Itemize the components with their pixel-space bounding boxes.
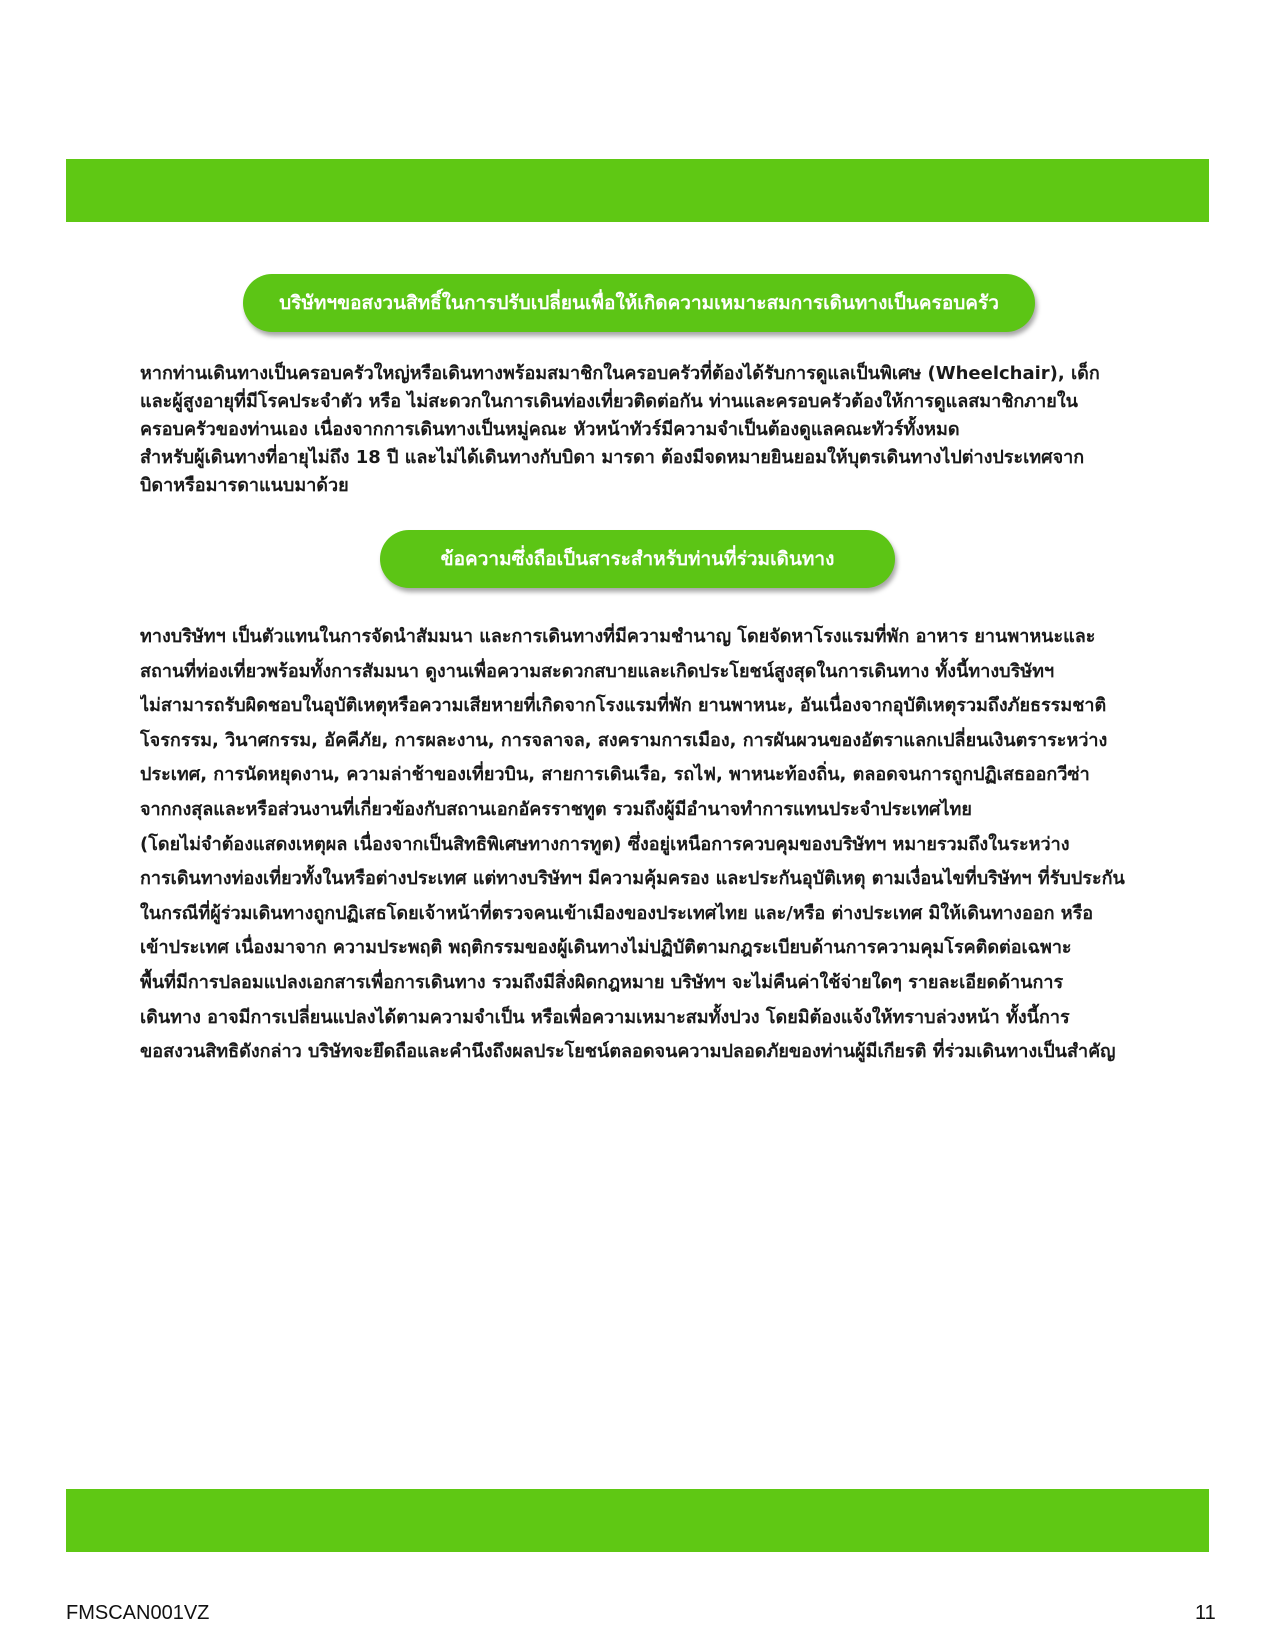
paragraph-line: สำหรับผู้เดินทางที่อายุไม่ถึง 18 ปี และไม่ได้เดินทางกับบิดา มารดา ต้องมีจดหมายยินยอมให้บุตรเดินทางไปต่างประเทศจาก [140, 447, 1085, 468]
paragraph-line: โจรกรรม, วินาศกรรม, อัคคีภัย, การผละงาน, การจลาจล, สงครามการเมือง, การผันผวนของอัตราแลกเปลี่ยนเงินตราระหว่าง [140, 729, 1108, 751]
paragraph-line: ในกรณีที่ผู้ร่วมเดินทางถูกปฏิเสธโดยเจ้าหน้าที่ตรวจคนเข้าเมืองของประเทศไทย และ/หรือ ต่างประเทศ มิให้เดินทางออก หรือ [140, 902, 1094, 924]
paragraph-line: ทางบริษัทฯ เป็นตัวแทนในการจัดนำสัมมนา และการเดินทางที่มีความชำนาญ โดยจัดหาโรงแรมที่พัก อาหาร ยานพาหนะและ [140, 626, 1096, 647]
paragraph-line: หากท่านเดินทางเป็นครอบครัวใหญ่หรือเดินทางพร้อมสมาชิกในครอบครัวที่ต้องได้รับการดูแลเป็นพิเศษ (Wheelchair), เด็ก [140, 363, 1100, 384]
paragraph-line: การเดินทางท่องเที่ยวทั้งในหรือต่างประเทศ แต่ทางบริษัทฯ มีความคุ้มครอง และประกันอุบัติเหตุ ตามเงื่อนไขที่บริษัทฯ ที่รับประกัน [140, 868, 1125, 890]
document-code: FMSCAN001VZ [66, 1602, 210, 1624]
paragraph-line: และผู้สูงอายุที่มีโรคประจำตัว หรือ ไม่สะดวกในการเดินท่องเที่ยวติดต่อกัน ท่านและครอบครัวต้องให้การดูแลสมาชิกภายใน [140, 391, 1078, 412]
paragraph-line: เข้าประเทศ เนื่องมาจาก ความประพฤติ พฤติกรรมของผู้เดินทางไม่ปฏิบัติตามกฎระเบียบด้านการความคุมโรคติดต่อเฉพาะ [140, 937, 1072, 959]
header-green-band [66, 159, 1209, 222]
paragraph-line: พื้นที่มีการปลอมแปลงเอกสารเพื่อการเดินทาง รวมถึงมีสิ่งผิดกฎหมาย บริษัทฯ จะไม่คืนค่าใช้จ่ายใดๆ รายละเอียดด้านการ [140, 971, 1064, 993]
paragraph-line: ครอบครัวของท่านเอง เนื่องจากการเดินทางเป็นหมู่คณะ หัวหน้าทัวร์มีความจำเป็นต้องดูแลคณะทัวร์ทั้งหมด [140, 419, 960, 440]
section-heading-text: บริษัทฯขอสงวนสิทธิ์ในการปรับเปลี่ยนเพื่อให้เกิดความเหมาะสมการเดินทางเป็นครอบครัว [279, 292, 999, 314]
terms-paragraph [140, 620, 1150, 1070]
section-heading-important-terms [380, 530, 895, 588]
paragraph-line: ไม่สามารถรับผิดชอบในอุบัติเหตุหรือความเสียหายที่เกิดจากโรงแรมที่พัก ยานพาหนะ, อันเนื่องจากอุบัติเหตุรวมถึงภัยธรรมชาติ [140, 695, 1107, 717]
paragraph-line: บิดาหรือมารดาแนบมาด้วย [140, 475, 349, 496]
paragraph-line: สถานที่ท่องเที่ยวพร้อมทั้งการสัมมนา ดูงานเพื่อความสะดวกสบายและเกิดประโยชน์สูงสุดในการเดินทาง ทั้งนี้ทางบริษัทฯ [140, 660, 1055, 682]
paragraph-line: จากกงสุลและหรือส่วนงานที่เกี่ยวข้องกับสถานเอกอัครราชทูต รวมถึงผู้มีอำนาจทำการแทนประจำประเทศไทย [140, 798, 972, 820]
footer-green-band [66, 1489, 1209, 1552]
paragraph-line: เดินทาง อาจมีการเปลี่ยนแปลงได้ตามความจำเป็น หรือเพื่อความเหมาะสมทั้งปวง โดยมิต้องแจ้งให้ทราบล่วงหน้า ทั้งนี้การ [140, 1006, 1070, 1028]
section-heading-family-travel [243, 274, 1035, 332]
section-heading-text: ข้อความซึ่งถือเป็นสาระสำหรับท่านที่ร่วมเดินทาง [440, 548, 835, 570]
paragraph-line: ขอสงวนสิทธิดังกล่าว บริษัทจะยึดถือและคำนึงถึงผลประโยชน์ตลอดจนความปลอดภัยของท่านผู้มีเกียรติ ที่ร่วมเดินทางเป็นสำคัญ [140, 1041, 1116, 1063]
paragraph-line: ประเทศ, การนัดหยุดงาน, ความล่าช้าของเที่ยวบิน, สายการเดินเรือ, รถไฟ, พาหนะท้องถิ่น, ตลอดจนการถูกปฏิเสธออกวีซ่า [140, 764, 1090, 786]
family-travel-paragraph [140, 360, 1150, 500]
paragraph-line: (โดยไม่จำต้องแสดงเหตุผล เนื่องจากเป็นสิทธิพิเศษทางการทูต) ซึ่งอยู่เหนือการควบคุมของบริษัทฯ หมายรวมถึงในระหว่าง [140, 833, 1070, 855]
page-number: 11 [1195, 1602, 1216, 1624]
